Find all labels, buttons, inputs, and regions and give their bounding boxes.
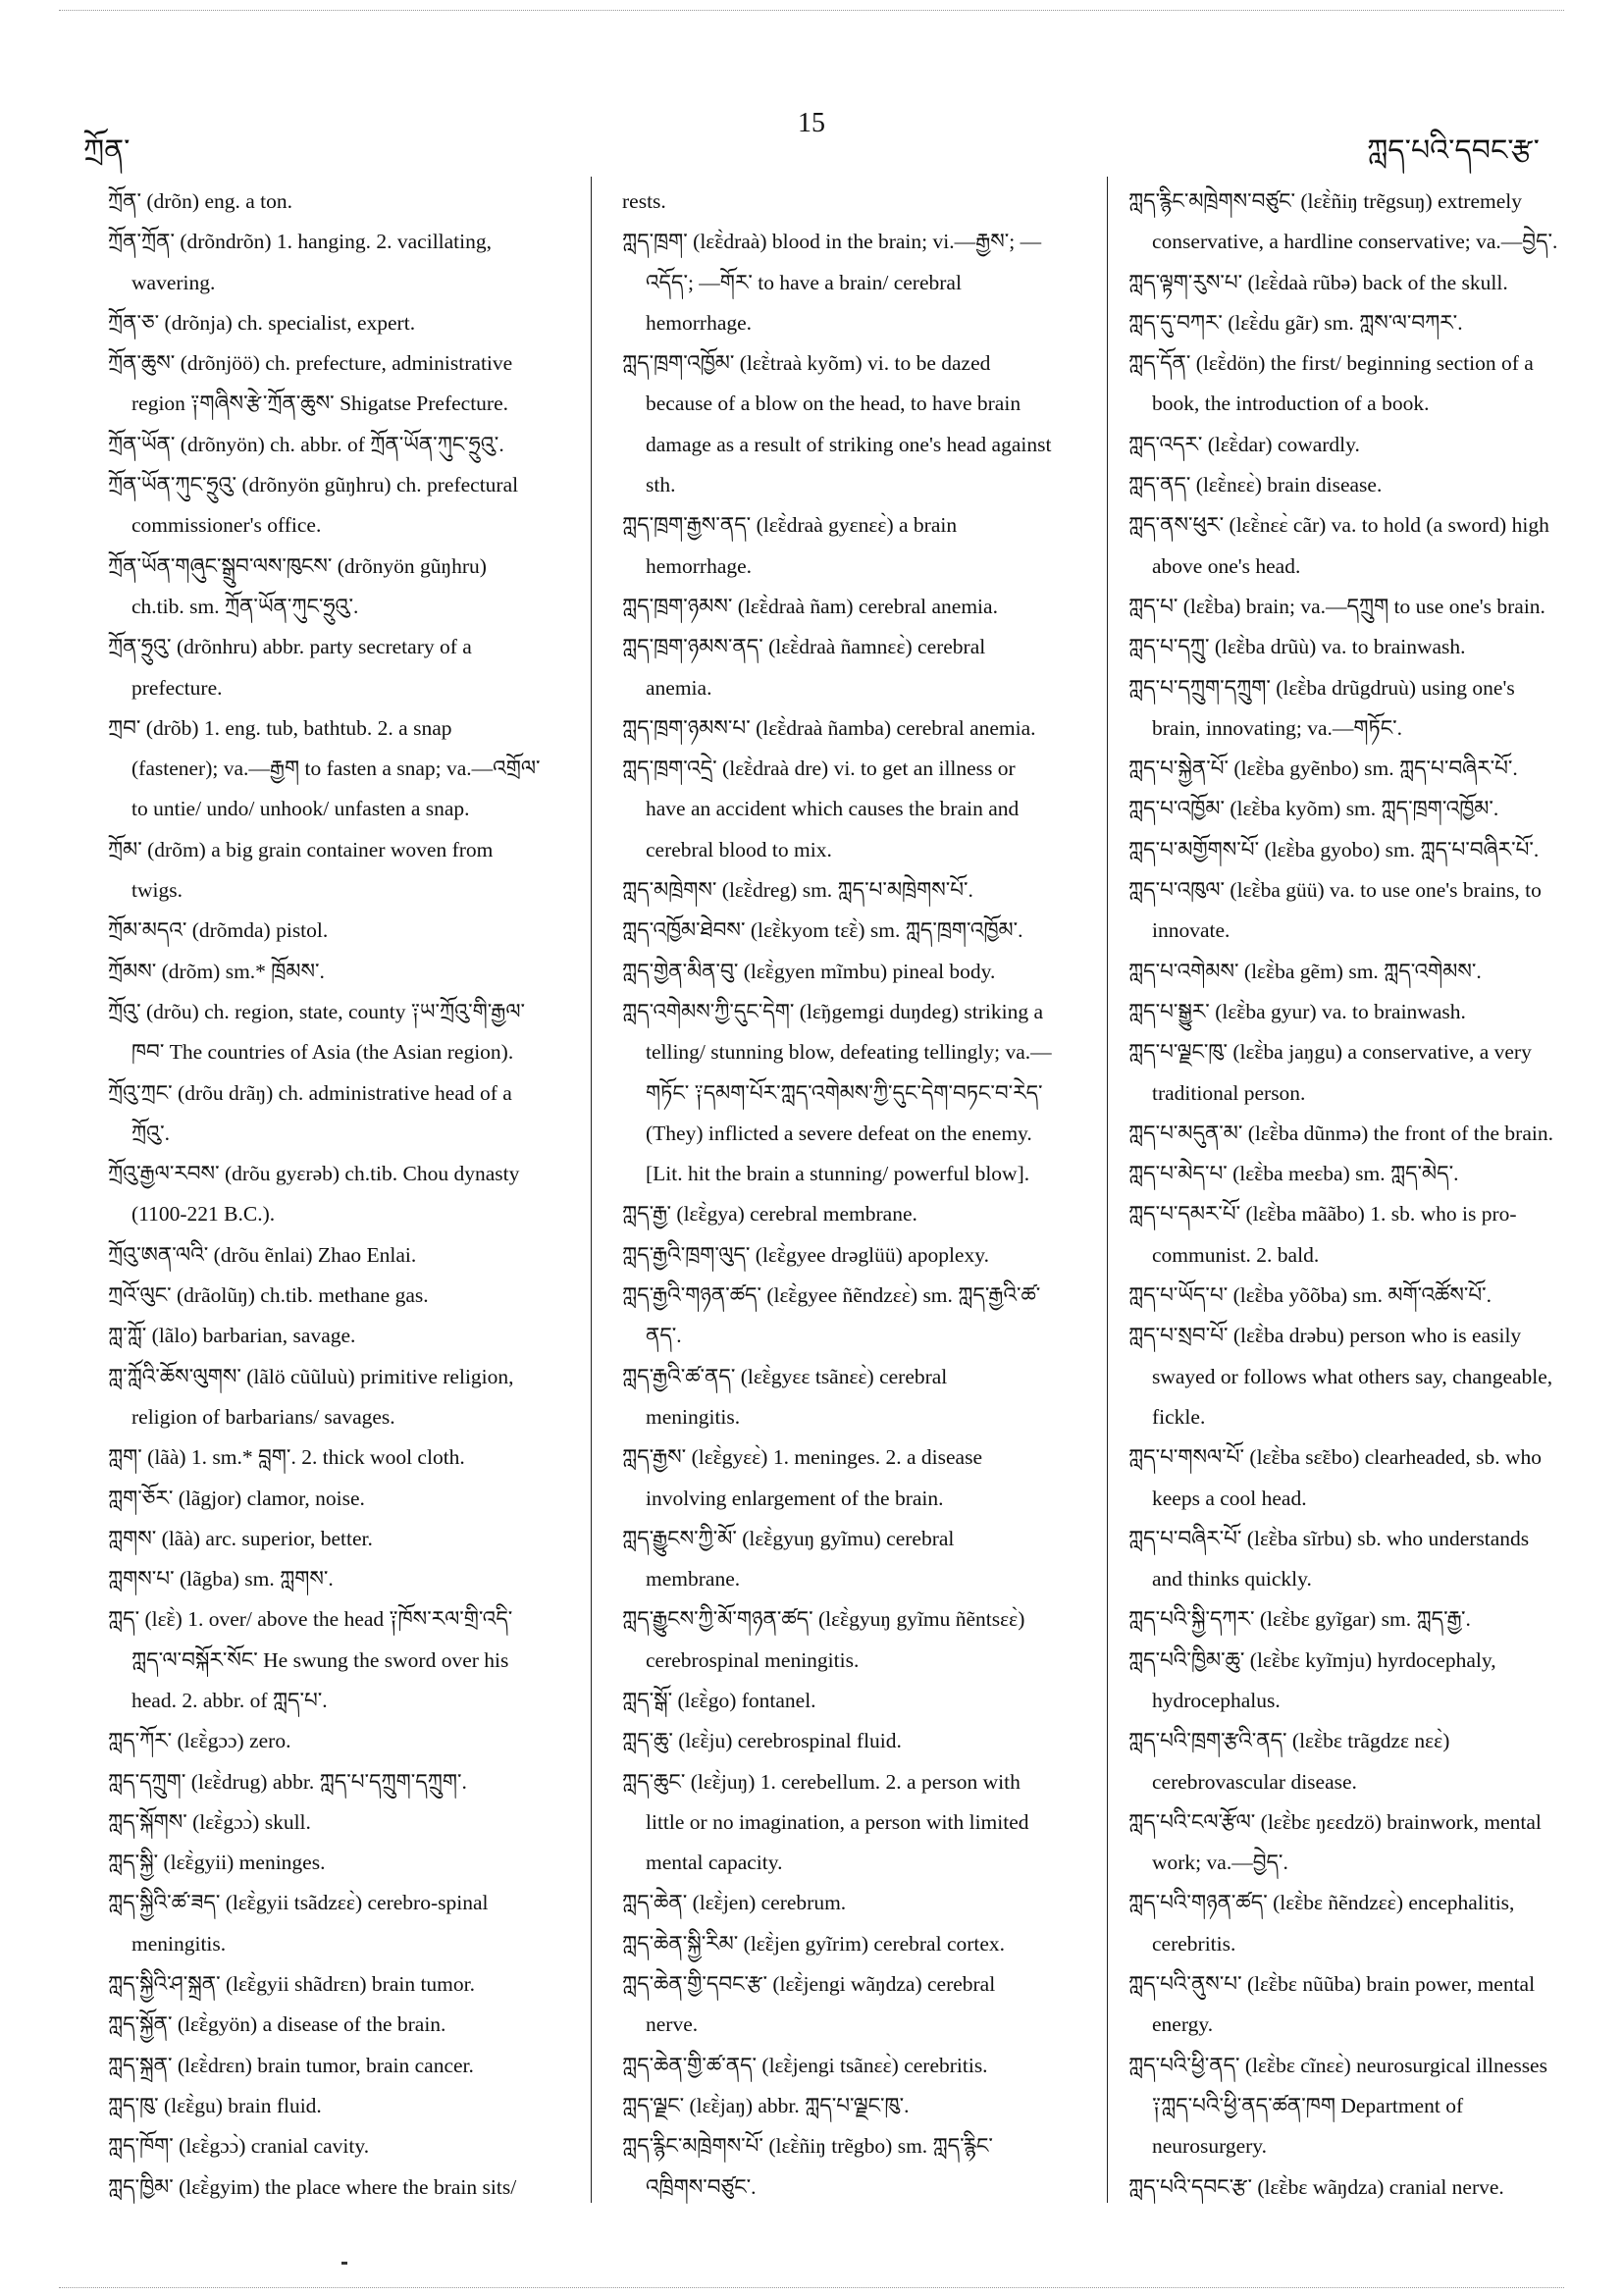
dictionary-entry (622, 1235, 1103, 1276)
entry-continuation: membrane. (646, 1567, 741, 1592)
entry-continuation: (They) inflicted a severe defeat on the enemy. (646, 1121, 1032, 1145)
dictionary-entry (108, 1437, 569, 1478)
entry-headline: ཀྲའོ་ལུང་ (drãolũŋ) ch.tib. methane gas. (108, 1283, 429, 1308)
dictionary-entry (108, 2046, 569, 2086)
entry-headline: ཀླད་ལྗང་ (lɛ̃ɛ̀jaŋ) abbr. ཀླད་པ་ལྗང་ཁུ་. (622, 2093, 910, 2117)
dictionary-entry (1128, 870, 1599, 952)
entry-headline: ཀླད་སྐྱོན་ (lɛ̃ɛ̀gyön) a disease of the brain. (108, 2012, 446, 2037)
page-number: 15 (798, 108, 825, 138)
dictionary-entry (622, 1681, 1103, 1721)
entry-continuation: ༑ཀླད་པའི་ཕྱི་ནད་ཚན་ཁག Department of (1152, 2093, 1464, 2117)
entry-continuation: communist. 2. bald. (1152, 1242, 1320, 1267)
dictionary-entry (108, 1802, 569, 1843)
dictionary-entry (1128, 992, 1599, 1032)
dictionary-entry (108, 1073, 569, 1155)
dictionary-entry (622, 992, 1103, 1194)
entry-continuation: sth. (646, 473, 676, 497)
dictionary-entry (1128, 1316, 1599, 1437)
dictionary-entry (622, 343, 1103, 505)
entry-headline: ཀླད་པའི་དབང་རྩ་ (lɛ̃ɛ̀bɛ wãŋdza) cranial nerve. (1128, 2174, 1504, 2199)
entry-headline: ཀླད་པ་ཡོད་པ་ (lɛ̃ɛ̀ba yõõba) sm. མགོ་འཚོས་པོ་. (1128, 1283, 1492, 1308)
dictionary-entry (622, 505, 1103, 587)
entry-headline: ཀྲོམས་ (drõm) sm.* ཁྲོམས་. (108, 959, 325, 983)
entry-headline: ཀྲོའུ་ (drõu) ch. region, state, county ༑ཡ་ཀྲོའུ་གི་རྒྱལ་ (108, 999, 526, 1023)
dictionary-entry (108, 1559, 569, 1599)
entry-continuation: and thinks quickly. (1152, 1567, 1312, 1592)
dictionary-entry (1128, 587, 1599, 627)
entry-headline: ཀླད་སྐོགས་ (lɛ̃ɛ̀gɔɔ̀) skull. (108, 1809, 311, 1834)
entry-headline: ཀླད་ཆེན་ (lɛ̃ɛ̀jen) cerebrum. (622, 1891, 847, 1915)
entry-headline: ཀླ་ཀློའི་ཆོས་ལུགས་ (lãlö cũũluù) primitive religion, (108, 1364, 514, 1388)
entry-headline: ཀླད་ཆུང་ (lɛ̃ɛ̀juŋ) 1. cerebellum. 2. a person with (622, 1769, 1021, 1794)
entry-headline: ཀླད་གྱེན་མིན་བུ་ (lɛ̃ɛ̀gyen mĩmbu) pineal body. (622, 959, 996, 983)
entry-headline: ཀྲོའུ་ཨན་ལའི་ (drõu ẽnlai) Zhao Enlai. (108, 1242, 417, 1267)
dictionary-entry (1128, 425, 1599, 465)
dictionary-entry (108, 303, 569, 343)
guide-word-left: ཀྲོན་ (83, 134, 131, 167)
entry-headline: ཀླད་པའི་ངལ་རྩོལ་ (lɛ̃ɛ̀bɛ ŋɛɛdzö) brainwork, mental (1128, 1809, 1542, 1834)
entry-continuation: anemia. (646, 675, 712, 700)
dictionary-entry (108, 1276, 569, 1316)
entry-headline: ཀླད་པའི་ཕྱི་ནད་ (lɛ̃ɛ̀bɛ cĩnɛɛ̀) neurosurgical illnesses (1128, 2053, 1547, 2077)
entry-continuation: traditional person. (1152, 1080, 1306, 1105)
entry-headline: ཀྲབ་ (drõb) 1. eng. tub, bathtub. 2. a snap (108, 715, 452, 740)
dictionary-entry (622, 708, 1103, 749)
entry-continuation: innovate. (1152, 918, 1230, 943)
entry-headline: ཀླད་པ་སྒྱུར་ (lɛ̃ɛ̀ba gyur) va. to brainwash. (1128, 999, 1466, 1023)
dictionary-entry (622, 1599, 1103, 1681)
dictionary-entry (1128, 668, 1599, 750)
dictionary-entry (622, 749, 1103, 870)
entry-headline: ཀྲོན་ཀྲོན་ (drõndrõn) 1. hanging. 2. vacillating, (108, 230, 493, 254)
entry-continuation: involving enlargement of the brain. (646, 1486, 944, 1510)
entry-continuation: ch.tib. sm. ཀྲོན་ཡོན་ཀུང་ཧྲུའུ་. (131, 594, 359, 618)
dictionary-entry (108, 911, 569, 951)
entry-continuation: mental capacity. (646, 1851, 783, 1875)
dictionary-entry (108, 1357, 569, 1438)
entry-continuation: གཏོང་ ༑དམག་པོར་ཀླད་འགེམས་ཀྱི་དུང་དེག་བཏང་བ་རེད་ (646, 1080, 1043, 1105)
entry-headline: ཀླད་པ་སྲབ་པོ་ (lɛ̃ɛ̀ba drəbu) person who is easily (1128, 1324, 1522, 1348)
dictionary-entry (1128, 1519, 1599, 1600)
dictionary-entry (108, 222, 569, 303)
dictionary-entry (1128, 1802, 1599, 1884)
dictionary-entry (622, 1762, 1103, 1884)
dictionary-entry (108, 1479, 569, 1519)
dictionary-entry (108, 465, 569, 547)
entry-headline: ཀྲོན་ཡོན་ཀུང་ཧྲུའུ་ (drõnyön gũŋhru) ch. prefectural (108, 473, 519, 497)
entry-continuation: འདོད་; —གོར་ to have a brain/ cerebral (646, 270, 962, 294)
entry-headline: ཀླད་དོན་ (lɛ̃ɛ̀dön) the first/ beginning section of a (1128, 351, 1534, 376)
guide-word-right: ཀླད་པའི་དབང་རྩ་ (1367, 134, 1540, 167)
column-divider (1107, 177, 1108, 2203)
entry-headline: ཀླད་པ་བཞིར་པོ་ (lɛ̃ɛ̀ba sĩrbu) sb. who understands (1128, 1526, 1530, 1550)
dictionary-entry (1128, 303, 1599, 343)
entry-continuation: cerebrovascular disease. (1152, 1769, 1357, 1794)
entry-headline: ཀླད་པ་ (lɛ̃ɛ̀ba) brain; va.—དཀྲུག to use one's brain. (1128, 594, 1545, 618)
dictionary-entry (622, 1437, 1103, 1519)
entry-headline: ཀླ་ཀློ་ (lãlo) barbarian, savage. (108, 1324, 356, 1348)
entry-continuation: to untie/ undo/ unhook/ unfasten a snap. (131, 797, 470, 821)
entry-headline: ཀླད་ (lɛ̃ɛ̀) 1. over/ above the head ༑ཁོས་རལ་གྲི་འདི་ (108, 1607, 513, 1632)
entry-headline: ཀྲོམ་མདའ་ (drõmda) pistol. (108, 918, 329, 943)
entry-continuation: region ༑གཞིས་རྩེ་ཀྲོན་ཆུས་ Shigatse Prefecture. (131, 391, 509, 416)
entry-continuation: meningitis. (646, 1404, 741, 1429)
entry-headline: ཀླད་རྙིང་མཁྲེགས་བཙུང་ (lɛ̃ɛ̀ñiŋ trẽgsuŋ) extremely (1128, 189, 1522, 213)
dictionary-entry (622, 222, 1103, 343)
entry-continuation: [Lit. hit the brain a stunning/ powerful blow]. (646, 1162, 1030, 1186)
entry-headline: ཀླད་པ་དཀྲུ་ (lɛ̃ɛ̀ba drũù) va. to brainwash. (1128, 635, 1466, 659)
dictionary-entry (622, 1519, 1103, 1600)
entry-continuation: འཁྲིགས་བཙུང་. (646, 2174, 757, 2199)
dictionary-entry (1128, 1276, 1599, 1316)
dictionary-entry (108, 708, 569, 830)
entry-headline: ཀླག་ཅོར་ (lãgjor) clamor, noise. (108, 1486, 365, 1510)
entry-headline: ཀླད་པ་ལྗང་ཁུ་ (lɛ̃ɛ̀ba jaŋgu) a conservative, a very (1128, 1040, 1532, 1065)
page-header (83, 108, 1540, 167)
dictionary-entry (622, 1194, 1103, 1234)
entry-continuation: (1100-221 B.C.). (131, 1202, 276, 1226)
dictionary-entry (108, 2167, 569, 2208)
dictionary-entry (108, 1154, 569, 1235)
dictionary-entry (108, 952, 569, 992)
entry-headline: ཀྲོམ་ (drõm) a big grain container woven from (108, 837, 494, 861)
entry-headline: ཀླད་པའི་སྐྱི་དཀར་ (lɛ̃ɛ̀bɛ gyĩgar) sm. ཀླད་རྒྱ་. (1128, 1607, 1471, 1632)
top-edge-rule (59, 10, 1564, 11)
entry-headline: ཀླད་དཀྲུག་ (lɛ̃ɛ̀drug) abbr. ཀླད་པ་དཀྲུག་དཀྲུག་. (108, 1769, 467, 1794)
dictionary-entry (108, 992, 569, 1073)
dictionary-entry (622, 870, 1103, 911)
entry-headline: ཀྲོའུ་ཀྲང་ (drõu drãŋ) ch. administrative head of a (108, 1080, 512, 1105)
entry-headline: ཀླད་རྒྱའི་གཉན་ཚད་ (lɛ̃ɛ̀gyee ñẽndzɛɛ̀) sm. ཀླད་རྒྱའི་ཚ་ (622, 1283, 1041, 1308)
dictionary-entry (108, 1599, 569, 1721)
dictionary-entry (1128, 2167, 1599, 2208)
dictionary-entry (108, 830, 569, 912)
dictionary-entry (1128, 1599, 1599, 1640)
entry-headline: ཀྲོན་ (drõn) eng. a ton. (108, 189, 293, 213)
column-divider (591, 177, 592, 2203)
entry-continuation: telling/ stunning blow, defeating tellingly; va.— (646, 1040, 1052, 1065)
dictionary-entry (108, 1316, 569, 1356)
entry-headline: ཀླད་སྒོ་ (lɛ̃ɛ̀go) fontanel. (622, 1688, 816, 1712)
dictionary-entry (108, 2086, 569, 2126)
entry-headline: ཀླད་པ་སྐྱེན་པོ་ (lɛ̃ɛ̀ba gyẽnbo) sm. ཀླད་པ་བཞིར་པོ་. (1128, 757, 1518, 781)
entry-headline: ཀླད་པ་འགེམས་ (lɛ̃ɛ̀ba gẽm) sm. ཀླད་འགེམས་. (1128, 959, 1482, 983)
entry-headline: ཀླད་པ་དཀྲུག་དཀྲུག་ (lɛ̃ɛ̀ba drũgdruù) using one's (1128, 675, 1515, 700)
dictionary-entry (1128, 505, 1599, 587)
entry-continuation: hydrocephalus. (1152, 1688, 1281, 1712)
entry-headline: ཀླད་རྒྱ་ (lɛ̃ɛ̀gya) cerebral membrane. (622, 1202, 917, 1226)
entry-continuation: cerebrospinal meningitis. (646, 1647, 860, 1672)
entry-continuation: ཀླད་ལ་བསྐོར་སོང་ He swung the sword over his (131, 1647, 509, 1672)
dictionary-entry (108, 1519, 569, 1559)
entry-headline: ཀླད་འཁྱོམ་ཐེབས་ (lɛ̃ɛ̀kyom tɛ̃ɛ̀) sm. ཀླད་ཁྲག་འཁྱོམ་. (622, 918, 1023, 943)
entry-headline: ཀླད་ཁྲག་ཉམས་ནད་ (lɛ̃ɛ̀draà ñamnɛɛ̀) cerebral (622, 635, 986, 659)
entry-headline: ཀླད་པ་མགྱོགས་པོ་ (lɛ̃ɛ̀ba gyobo) sm. ཀླད་པ་བཞིར་པོ་. (1128, 837, 1540, 861)
entry-continuation: hemorrhage. (646, 553, 753, 578)
entry-headline: ཀླད་ཆེན་གྱི་ཚ་ནད་ (lɛ̃ɛ̀jengi tsãnɛɛ̀) cerebritis. (622, 2053, 988, 2077)
dictionary-entry (108, 425, 569, 465)
entry-headline: ཀླད་ནས་ཕུར་ (lɛ̃ɛ̀nɛɛ̀ cãr) va. to hold (a sword) high (1128, 513, 1549, 538)
entry-headline: ཀླད་རྒྱས་ (lɛ̃ɛ̀gyɛɛ̀) 1. meninges. 2. a disease (622, 1445, 982, 1470)
dictionary-entry (622, 627, 1103, 708)
entry-headline: ཀྲོན་ཡོན་ (drõnyön) ch. abbr. of ཀྲོན་ཡོན་ཀུང་ཧྲུའུ་. (108, 432, 504, 456)
entry-headline: ཀླད་ཁོག་ (lɛ̃ɛ̀gɔɔ̀) cranial cavity. (108, 2134, 370, 2159)
entry-headline: rests. (622, 189, 666, 213)
entry-headline: ཀླད་ཁུ་ (lɛ̃ɛ̀gu) brain fluid. (108, 2093, 322, 2117)
dictionary-entry (622, 2126, 1103, 2208)
column-1 (108, 182, 569, 2208)
entry-continuation: book, the introduction of a book. (1152, 391, 1430, 416)
entry-headline: ཀླད་མཁྲེགས་ (lɛ̃ɛ̀dreg) sm. ཀླད་པ་མཁྲེགས་པོ་. (622, 878, 973, 903)
entry-continuation: brain, innovating; va.—གཏོང་. (1152, 715, 1403, 740)
entry-headline: ཀླད་ཁྲག་ཉམས་པ་ (lɛ̃ɛ̀draà ñamba) cerebral anemia. (622, 715, 1036, 740)
entry-headline: ཀླད་ཁྲག་ (lɛ̃ɛ̀draà) blood in the brain; vi.—རྒྱས་; — (622, 230, 1042, 254)
dictionary-entry (622, 1721, 1103, 1761)
entry-continuation: little or no imagination, a person with limited (646, 1809, 1029, 1834)
entry-headline: ཀླད་པའི་ནུས་པ་ (lɛ̃ɛ̀bɛ nũũba) brain power, mental (1128, 1972, 1536, 1997)
entry-headline: ཀྲོན་ཧྲུའུ་ (drõnhru) abbr. party secretary of a (108, 635, 472, 659)
entry-continuation: prefecture. (131, 675, 223, 700)
entry-headline: ཀླད་ནད་ (lɛ̃ɛ̀nɛɛ̀) brain disease. (1128, 473, 1383, 497)
entry-continuation: cerebral blood to mix. (646, 837, 832, 861)
entry-headline: ཀླག་ (lãà) 1. sm.* བླག་. 2. thick wool cloth. (108, 1445, 465, 1470)
entry-headline: ཀྲོན་ཡོན་གཞུང་སྒྲུབ་ལས་ཁུངས་ (drõnyön gũŋhru) (108, 553, 487, 578)
dictionary-entry (622, 1964, 1103, 2046)
dictionary-entry (622, 2046, 1103, 2086)
entry-headline: ཀླད་ཁྲག་ཉམས་ (lɛ̃ɛ̀draà ñam) cerebral anemia. (622, 594, 998, 618)
dictionary-entry (108, 1721, 569, 1761)
entry-continuation: wavering. (131, 270, 216, 294)
entry-continuation: meningitis. (131, 1931, 227, 1956)
dictionary-entry (622, 182, 1103, 222)
entry-continuation: keeps a cool head. (1152, 1486, 1307, 1510)
entry-headline: ཀླད་འགེམས་ཀྱི་དུང་དེག་ (lɛ̃ŋgemgi duŋdeg) striking a (622, 999, 1043, 1023)
dictionary-entry (1128, 830, 1599, 870)
entry-headline: ཀླད་སྐྲན་ (lɛ̃ɛ̀drɛn) brain tumor, brain cancer. (108, 2053, 474, 2077)
entry-continuation: work; va.—བྱེད་. (1152, 1851, 1288, 1875)
dictionary-entry (622, 2086, 1103, 2126)
dictionary-entry (1128, 749, 1599, 789)
entry-headline: ཀྲོན་ཅ་ (drõnja) ch. specialist, expert. (108, 310, 416, 335)
entry-headline: ཀླད་ཆུ་ (lɛ̃ɛ̀ju) cerebrospinal fluid. (622, 1729, 902, 1753)
dictionary-entry (108, 1964, 569, 2005)
entry-headline: ཀླད་པ་འཁྱོམ་ (lɛ̃ɛ̀ba kyõm) sm. ཀླད་ཁྲག་འཁྱོམ་. (1128, 797, 1499, 821)
entry-continuation: because of a blow on the head, to have brain (646, 391, 1021, 416)
entry-continuation: nerve. (646, 2012, 699, 2037)
entry-headline: ཀླད་པ་མེད་པ་ (lɛ̃ɛ̀ba meɛba) sm. ཀླད་མེད་. (1128, 1162, 1459, 1186)
entry-headline: ཀླད་པའི་ཁྲག་རྩའི་ནད་ (lɛ̃ɛ̀bɛ trãgdzɛ nɛɛ̀) (1128, 1729, 1450, 1753)
dictionary-entry (1128, 1154, 1599, 1194)
dictionary-entry (1128, 2046, 1599, 2167)
entry-headline: ཀླད་ལྟག་རུས་པ་ (lɛ̃ɛ̀daà rũbə) back of the skull. (1128, 270, 1508, 294)
entry-headline: ཀླད་རྒྱུངས་ཀྱི་མོ་གཉན་ཚད་ (lɛ̃ɛ̀gyuŋ gyĩmu ñẽntsɛɛ̀) (622, 1607, 1025, 1632)
dictionary-entry (1128, 1964, 1599, 2046)
dictionary-entry (108, 2005, 569, 2045)
entry-headline: ཀླད་རྙིང་མཁྲེགས་པོ་ (lɛ̃ɛ̀ñiŋ trẽgbo) sm. ཀླད་རྙིང་ (622, 2134, 993, 2159)
dictionary-entry (1128, 182, 1599, 263)
dictionary-entry (1128, 952, 1599, 992)
entry-headline: ཀླད་ཁྲག་རྒྱས་ནད་ (lɛ̃ɛ̀draà gyɛnɛɛ̀) a brain (622, 513, 958, 538)
entry-headline: ཀླད་རྒྱའི་ཚ་ནད་ (lɛ̃ɛ̀gyɛɛ tsãnɛɛ̀) cerebral (622, 1364, 948, 1388)
entry-headline: ཀླད་སྐྱིའི་ཚ་ཟད་ (lɛ̃ɛ̀gyii tsãdzɛɛ̀) cerebro-spinal (108, 1891, 489, 1915)
column-3 (1128, 182, 1599, 2208)
dictionary-entry (108, 2126, 569, 2166)
dictionary-entry (108, 1235, 569, 1276)
dictionary-entry (1128, 1641, 1599, 1722)
entry-headline: ཀླད་པ་མདུན་མ་ (lɛ̃ɛ̀ba dũnmə) the front of the brain. (1128, 1121, 1553, 1145)
entry-headline: ཀླད་འདར་ (lɛ̃ɛ̀dar) cowardly. (1128, 432, 1360, 456)
entry-continuation: fickle. (1152, 1404, 1206, 1429)
dictionary-entry (622, 1883, 1103, 1923)
dictionary-entry (1128, 627, 1599, 667)
dictionary-entry (622, 1357, 1103, 1438)
entry-continuation: neurosurgery. (1152, 2134, 1268, 2159)
entry-continuation: damage as a result of striking one's head against (646, 432, 1052, 456)
entry-headline: ཀླད་པའི་ཁྱིམ་ཆུ་ (lɛ̃ɛ̀bɛ kyĩmju) hyrdocephaly, (1128, 1647, 1496, 1672)
dictionary-entry (1128, 1194, 1599, 1276)
dictionary-entry (1128, 343, 1599, 425)
dictionary-entry (1128, 1437, 1599, 1519)
dictionary-entry (1128, 1883, 1599, 1964)
entry-continuation: ཀྲོའུ་. (131, 1121, 171, 1145)
entry-headline: ཀླགས་པ་ (lãgba) sm. ཀླགས་. (108, 1567, 334, 1592)
entry-continuation: religion of barbarians/ savages. (131, 1404, 395, 1429)
entry-headline: ཀླད་པ་འཁུལ་ (lɛ̃ɛ̀ba güü) va. to use one's brains, to (1128, 878, 1542, 903)
entry-headline: ཀླད་རྒྱུངས་ཀྱི་མོ་ (lɛ̃ɛ̀gyuŋ gyĩmu) cerebral (622, 1526, 955, 1550)
column-2 (622, 182, 1103, 2208)
dictionary-entry (1128, 465, 1599, 505)
dictionary-entry (622, 1276, 1103, 1357)
dictionary-entry (108, 343, 569, 425)
entry-headline: ཀླད་དུ་བཀར་ (lɛ̃ɛ̀du gãr) sm. ཀླས་ལ་བཀར་. (1128, 310, 1463, 335)
entry-headline: ཀླད་རྒྱའི་ཁྲག་ལུད་ (lɛ̃ɛ̀gyee drəglüü) apoplexy. (622, 1242, 989, 1267)
dictionary-entry (108, 1762, 569, 1802)
dictionary-entry (1128, 789, 1599, 829)
entry-headline: ཀླད་སྐྱིའི་ཤ་སྐྲན་ (lɛ̃ɛ̀gyii shãdrɛn) brain tumor. (108, 1972, 476, 1997)
dictionary-entry (108, 1883, 569, 1964)
dictionary-entry (108, 182, 569, 222)
entry-headline: ཀླད་ཁྲག་འདྲེ་ (lɛ̃ɛ̀draà dre) vi. to get an illness or (622, 757, 1016, 781)
entry-continuation: commissioner's office. (131, 513, 322, 538)
dictionary-entry (108, 627, 569, 708)
dictionary-entry (108, 1843, 569, 1883)
entry-headline: ཀླད་ཁྲག་འཁྱོམ་ (lɛ̃ɛ̀traà kyõm) vi. to be dazed (622, 351, 991, 376)
entry-continuation: energy. (1152, 2012, 1214, 2037)
entry-headline: ཀླད་ཆེན་གྱི་དབང་རྩ་ (lɛ̃ɛ̀jengi wãŋdza) cerebral (622, 1972, 996, 1997)
entry-headline: ཀླད་པ་གསལ་པོ་ (lɛ̃ɛ̀ba sɛ̃ɛbo) clearheaded, sb. who (1128, 1445, 1543, 1470)
entry-continuation: ཁབ་ The countries of Asia (the Asian region). (131, 1040, 514, 1065)
entry-continuation: cerebritis. (1152, 1931, 1236, 1956)
entry-continuation: have an accident which causes the brain and (646, 797, 1020, 821)
entry-headline: ཀླད་ཆེན་སྐྱི་རིམ་ (lɛ̃ɛ̀jen gyĩrim) cerebral cortex. (622, 1931, 1006, 1956)
entry-continuation: ནད་. (646, 1324, 682, 1348)
stray-mark (341, 2262, 347, 2265)
entry-continuation: conservative, a hardline conservative; va.—བྱེད་. (1152, 230, 1558, 254)
bottom-edge-rule (59, 2287, 1564, 2288)
entry-headline: ཀྲོའུ་རྒྱལ་རབས་ (drõu gyɛrəb) ch.tib. Chou dynasty (108, 1162, 520, 1186)
dictionary-entry (622, 587, 1103, 627)
entry-headline: ཀྲོན་ཆུས་ (drõnjöö) ch. prefecture, administrative (108, 351, 513, 376)
dictionary-entry (108, 547, 569, 628)
dictionary-entry (1128, 263, 1599, 303)
entry-continuation: hemorrhage. (646, 310, 753, 335)
dictionary-entry (622, 911, 1103, 951)
entry-headline: ཀླད་པ་དམར་པོ་ (lɛ̃ɛ̀ba mããbo) 1. sb. who is pro- (1128, 1202, 1517, 1226)
entry-continuation: (fastener); va.—རྒྱག to fasten a snap; va.—འགྲོལ་ (131, 757, 541, 781)
dictionary-entry (1128, 1032, 1599, 1114)
dictionary-entry (1128, 1721, 1599, 1802)
dictionary-entry (622, 1924, 1103, 1964)
entry-continuation: swayed or follows what others say, changeable, (1152, 1364, 1553, 1388)
entry-headline: ཀླད་སྐྱི་ (lɛ̃ɛ̀gyii) meninges. (108, 1851, 326, 1875)
entry-continuation: above one's head. (1152, 553, 1301, 578)
dictionary-entry (622, 952, 1103, 992)
entry-headline: ཀླགས་ (lãà) arc. superior, better. (108, 1526, 373, 1550)
entry-headline: ཀླད་ཁྱིམ་ (lɛ̃ɛ̀gyim) the place where the brain sits/ (108, 2174, 517, 2199)
entry-headline: ཀླད་པའི་གཉན་ཚད་ (lɛ̃ɛ̀bɛ ñẽndzɛɛ̀) encephalitis, (1128, 1891, 1515, 1915)
entry-continuation: head. 2. abbr. of ཀླད་པ་. (131, 1688, 328, 1712)
dictionary-entry (1128, 1114, 1599, 1154)
entry-headline: ཀླད་ཀོར་ (lɛ̃ɛ̀gɔɔ) zero. (108, 1729, 291, 1753)
entry-continuation: twigs. (131, 878, 183, 903)
